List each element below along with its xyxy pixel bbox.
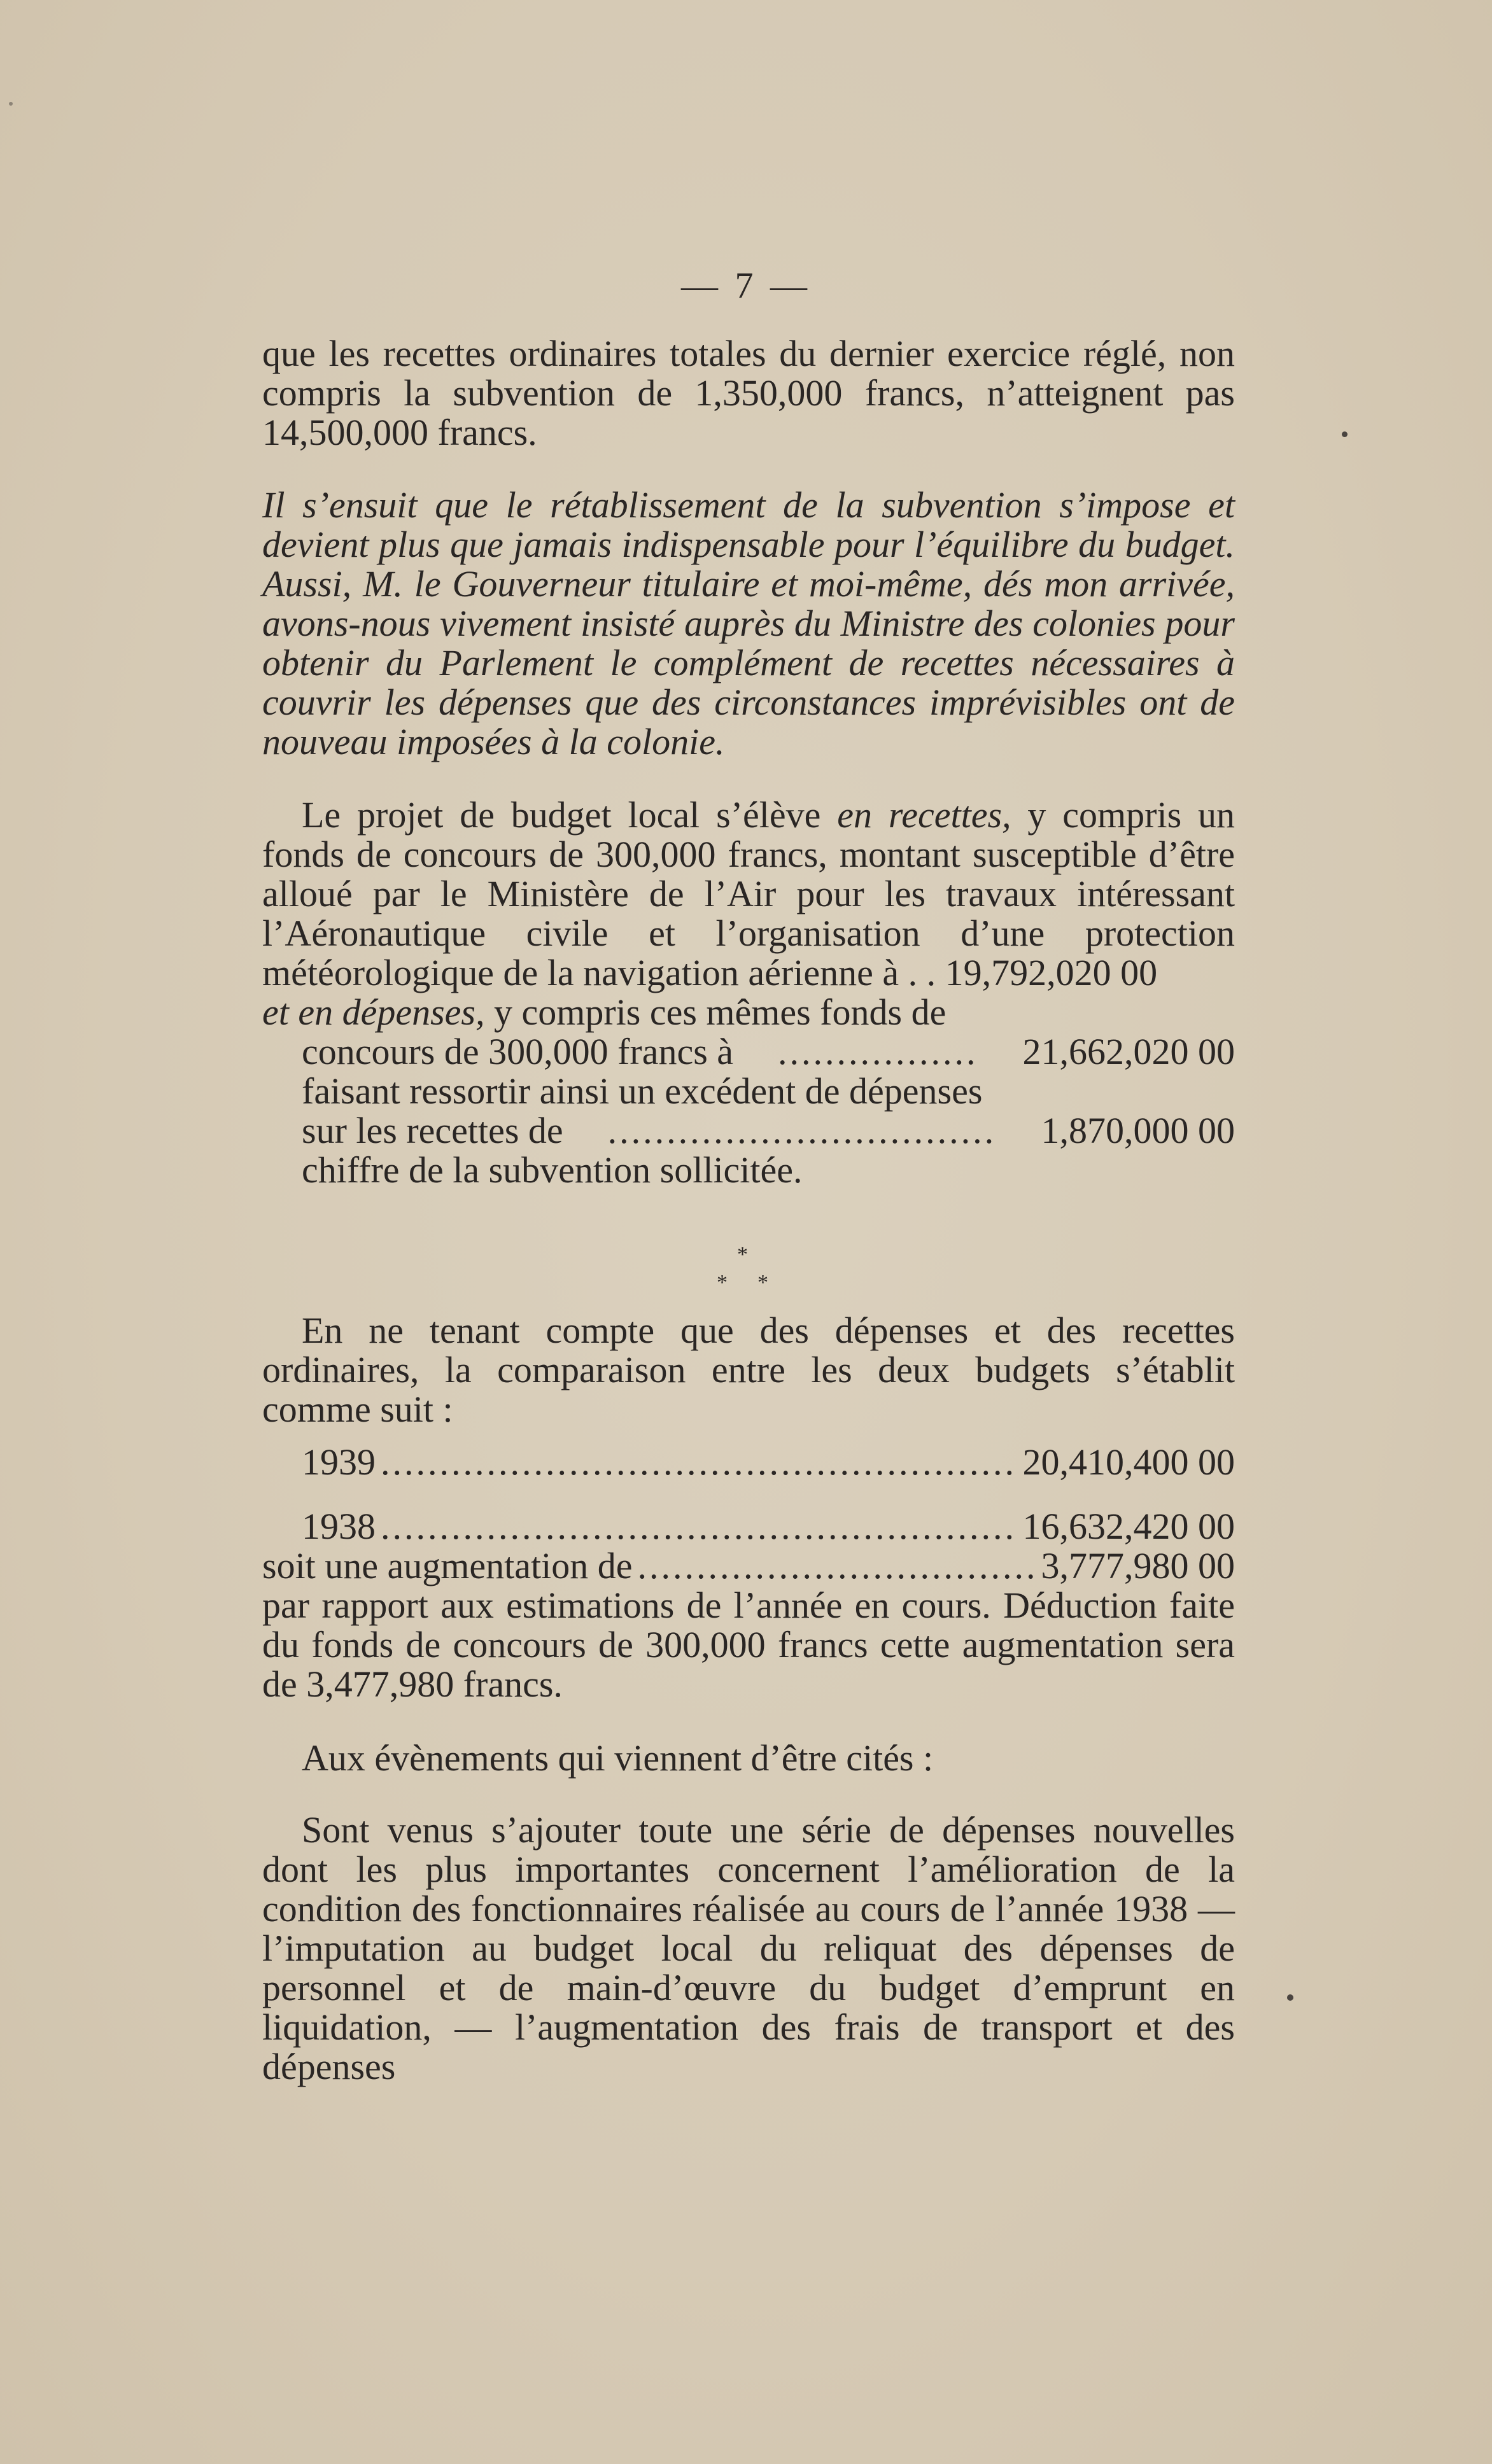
dot-leader <box>637 1546 1036 1586</box>
paragraph-recettes-ordinaires: que les recettes ordinaires totales du dernier exercice réglé, non compris la subvention de 1,350,000 francs, n’atteignent pas 14,500,000 francs. <box>262 333 1235 453</box>
paragraph-depenses-nouvelles: Sont venus s’ajouter toute une série de dépenses nouvelles dont les plus importantes concernent l’amélioration de la condition des fonctionnaires réalisée au cours de l’année 1938 — l’imputation au budget local du reliquat des dépenses de personnel et de main-d’œuvre du budget d’emprunt en liquidation, — l’augmentation des frais de transport et des dépenses <box>262 1809 1235 2087</box>
projet-intro: Le projet de budget local s’élève <box>302 794 821 836</box>
augmentation-amount: 3,777,980 00 <box>1041 1545 1235 1586</box>
year-1938-label: 1938 <box>302 1506 376 1547</box>
recettes-amount: 19,792,020 00 <box>945 952 1158 993</box>
asterism-star-top: * <box>737 1243 748 1266</box>
paper-speck <box>1287 1994 1293 2001</box>
paragraph-comparaison: En ne tenant compte que des dépenses et des recettes ordinaires, la comparaison entre les deux budgets s’établit comme suit : <box>262 1310 1235 1430</box>
asterism-star-left: * <box>717 1271 728 1294</box>
year-1938-amount: 16,632,420 00 <box>1022 1506 1235 1547</box>
paragraph-evenements: Aux évènements qui viennent d’être cités : <box>302 1737 934 1779</box>
sur-recettes-label: sur les recettes de <box>302 1110 563 1151</box>
dot-leader <box>381 1507 1018 1546</box>
projet-intro-rest: y compris un fonds de concours de 300,000 francs, montant susceptible d’être alloué par le Ministère de l’Air pour les travaux intéressant l’Aéronautique civile et l’organisation d’une protection météorologique de la navigation aérienne à . . <box>262 794 1235 993</box>
dot-leader <box>381 1443 1018 1482</box>
year-1939-label: 1939 <box>302 1441 376 1483</box>
augmentation-label: soit une augmentation de <box>262 1545 633 1586</box>
paragraph-subvention-italic: Il s’ensuit que le rétablissement de la subvention s’impose et devient plus que jamais indispensable pour l’équilibre du budget. Aussi, M. le Gouverneur titulaire et moi-même, dés mon arrivée, avons-nous vivement insisté auprès du Ministre des colonies pour obtenir du Parlement le complément de recettes nécessaires à couvrir les dépenses que des circonstances imprévisibles ont de nouveau imposées à la colonie. <box>262 484 1235 762</box>
paper-speck <box>1342 431 1348 437</box>
dot-leader <box>568 1111 997 1151</box>
asterism-divider <box>707 1244 783 1295</box>
chiffre-line: chiffre de la subvention sollicitée. <box>302 1149 803 1191</box>
concours-label: concours de 300,000 francs à <box>302 1031 734 1072</box>
asterism-star-right: * <box>757 1271 768 1294</box>
faisant-line: faisant ressortir ainsi un excédent de dépenses <box>302 1070 983 1112</box>
page-number: — 7 — <box>681 265 811 306</box>
excedent-amount: 1,870,000 00 <box>1041 1110 1235 1151</box>
en-recettes-label: en recettes, <box>837 794 1011 836</box>
en-depenses-label: et en dépenses, <box>262 991 485 1033</box>
paper-speck <box>9 102 13 106</box>
concours-line <box>262 1032 1235 1072</box>
year-1939-amount: 20,410,400 00 <box>1022 1441 1235 1483</box>
comparison-row-1939 <box>262 1443 1235 1482</box>
paragraph-projet-budget <box>262 795 1235 1190</box>
par-rapport-paragraph: par rapport aux estimations de l’année en cours. Déduction faite du fonds de concours de 300,000 francs cette augmentation sera de 3,477,980 francs. <box>262 1585 1235 1705</box>
sur-recettes-line <box>262 1111 1235 1151</box>
dot-leader <box>738 1032 978 1072</box>
depenses-text: y compris ces mêmes fonds de <box>493 991 947 1033</box>
comparison-row-1938 <box>262 1507 1235 1546</box>
depenses-amount: 21,662,020 00 <box>1022 1031 1235 1072</box>
augmentation-row <box>262 1546 1235 1586</box>
